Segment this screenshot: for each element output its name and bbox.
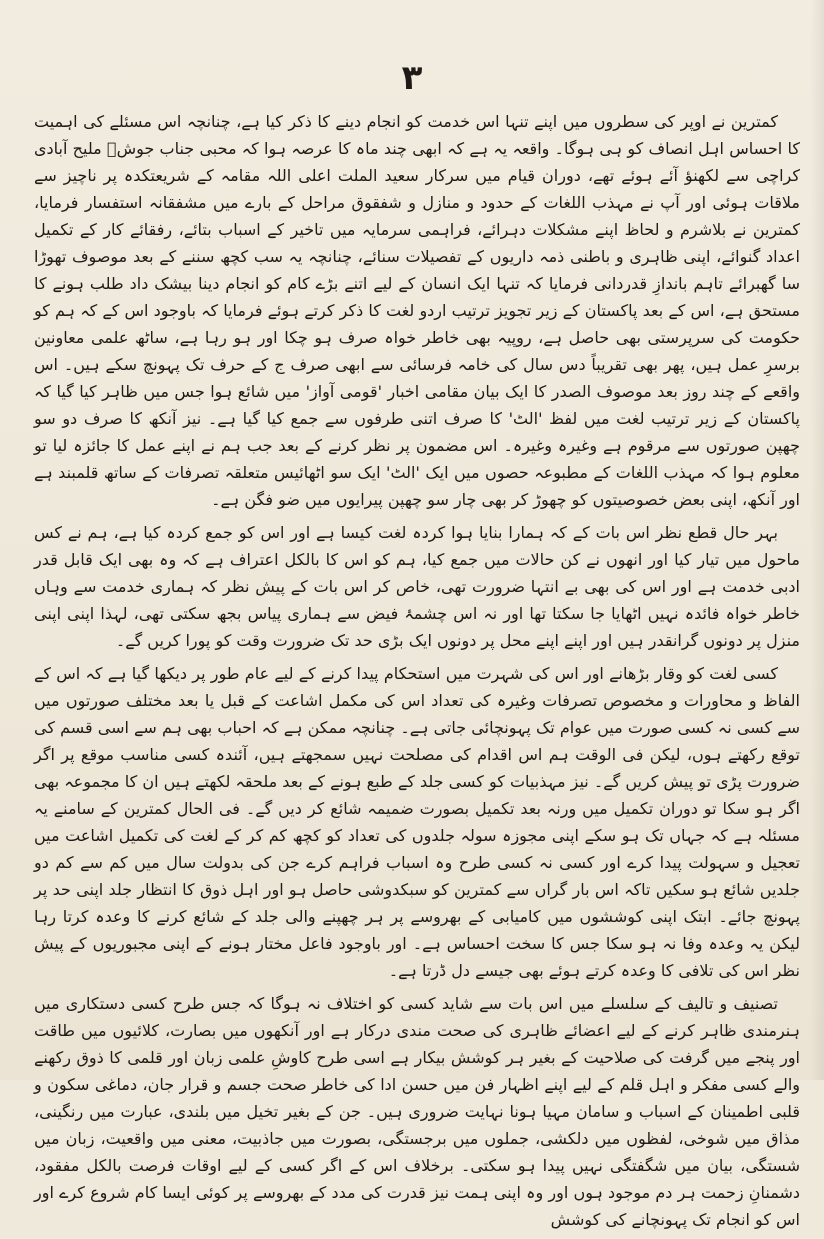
urdu-text-body: [34, 108, 800, 1239]
page-number: ۳: [401, 58, 423, 98]
paragraph-3: کسی لغت کو وقار بڑھانے اور اس کی شہرت میں استحکام پیدا کرنے کے لیے عام طور پر دیکھا گیا ہے کہ اس کے الفاظ و محاورات و مخصوص تصرفات وغیرہ کی تعداد اس کی مکمل اشاعت کے قبل یا بعد مختلف صورتوں میں سے کسی نہ کسی صورت میں عوام تک پہونچائی جاتی ہے۔ چنانچہ ممکن ہے کہ احباب بھی ہم سے اسی قسم کی توقع رکھتے ہوں، لیکن فی الوقت ہم اس اقدام کی مصلحت نہیں سمجھتے ہیں، آئندہ کسی مناسب موقع پر اگر ضرورت پڑی تو پیش کریں گے۔ نیز مہذبیات کو کسی جلد کے طبع ہونے کے بعد ملحقہ لکھتے ہیں ان کا مجموعہ بھی اگر ہو سکا تو دوران تکمیل میں ورنہ بعد تکمیل بصورت ضمیمہ شائع کر دیں گے۔ فی الحال کمترین کے سامنے یہ مسئلہ ہے کہ جہاں تک ہو سکے اپنی مجوزہ سولہ جلدوں کی تعداد کو کچھ کم کر کے لغت کی تکمیل اشاعت میں تعجیل و سہولت پیدا کرے اور کسی نہ کسی طرح وہ اسباب فراہم کرے جن کی بدولت سال میں کم سے کم دو جلدیں شائع ہو سکیں تاکہ اس بار گراں سے کمترین کو سبکدوشی حاصل ہو اور اہل ذوق کا انتظار جلد اپنی حد پر پہونچ جائے۔ ابتک اپنی کوششوں میں کامیابی کے بھروسے پر ہر چھپنے والی جلد کے شائع کرنے کا وعدہ کرتا رہا لیکن یہ وعدہ وفا نہ ہو سکا جس کا سخت احساس ہے۔ اور باوجود فاعل مختار ہونے کے اپنی مجبوریوں کے پیش نظر اس کی تلافی کا وعدہ کرتے ہوئے بھی جیسے دل ڈرتا ہے۔: [34, 664, 801, 980]
page-edge-shadow: [810, 0, 824, 1080]
paragraph-1: کمترین نے اوپر کی سطروں میں اپنے تنہا اس خدمت کو انجام دینے کا ذکر کیا ہے، چنانچہ اس مسئلے کی اہمیت کا احساس اہل انصاف کو ہی ہوگا۔ واقعہ یہ ہے کہ ابھی چند ماہ کا عرصہ ہوا کہ محبی جناب جوشؔ ملیح آبادی کراچی سے لکھنؤ آئے ہوئے تھے، دوران قیام میں سرکار سعید الملت اعلی اللہ مقامہ کے شریعتکدہ پر ناچیز سے ملاقات ہوئی اور آپ نے مہذب اللغات کے حدود و منازل و شفقوق مراحل کے بارے میں مشفقانہ استفسار فرمایا، کمترین نے بلاشرم و لحاظ اپنے مشکلات دہرائے، فراہمی سرمایہ میں تاخیر کے اسباب بتائے، رفقائے کار کے تکمیل اعداد گنوائے، اپنی ظاہری و باطنی ذمہ داریوں کے تفصیلات سنائے، چنانچہ یہ سب کچھ سننے کے بعد موصوف تھوڑا سا گھبرائے تاہم باندازِ قدردانی فرمایا کہ تنہا ایک انسان کے لیے اتنے بڑے کام کو انجام دینا بیشک داد طلب ہونے کا مستحق ہے، اس کے بعد پاکستان کے زیر تجویز ترتیب اردو لغت کا ذکر کرتے ہوئے فرمایا کہ باوجود اس کے کہ ہم کو حکومت کی سرپرستی بھی حاصل ہے، روپیہ بھی خاطر خواہ صرف ہو چکا اور ہو رہا ہے، ساٹھ علمی معاونین برسرِ عمل ہیں، پھر بھی تقریباً دس سال کی خامہ فرسائی سے ابھی صرف ج کے حرف تک پہونچ سکے ہیں۔ اس واقعے کے چند روز بعد موصوف الصدر کا ایک بیان مقامی اخبار 'قومی آواز' میں شائع ہوا جس میں ظاہر کیا گیا کہ پاکستان کے زیر ترتیب لغت میں لفظ 'الٹ' کا صرف اتنی طرفوں سے جمع کیا گیا ہے۔ نیز آنکھ کا صرف دو سو چھپن صورتوں سے مرقوم ہے وغیرہ وغیرہ۔ اس مضمون پر نظر کرنے کے بعد جب ہم نے اپنے عمل کا جائزہ لیا تو معلوم ہوا کہ مہذب اللغات کے مطبوعہ حصوں میں ایک 'الٹ' ایک سو اٹھائیس متعلقہ تصرفات کے ساتھ قلمبند ہے اور آنکھ، اپنی بعض خصوصیتوں کو چھوڑ کر بھی چار سو چھپن پیرایوں میں ضو فگن ہے۔: [34, 112, 800, 509]
paragraph-4: تصنیف و تالیف کے سلسلے میں اس بات سے شاید کسی کو اختلاف نہ ہوگا کہ جس طرح کسی دستکاری میں ہنرمندی ظاہر کرنے کے لیے اعضائے ظاہری کی صحت مندی درکار ہے اور آنکھوں میں بصارت، کلائیوں میں طاقت اور پنجے میں گرفت کی صلاحیت کے بغیر ہر کوشش بیکار ہے اسی طرح کاوشِ علمی زبان اور قلمی کا ذوق رکھنے والے کسی مفکر و اہل قلم کے لیے اپنے اظہار فن میں حسن ادا کی خاطر صحت جسم و قرار جان، دماغی سکون و قلبی اطمینان کے اسباب و سامان مہیا ہونا نہایت ضروری ہیں۔ جن کے بغیر تخیل میں بلندی، عبارت میں رنگینی، مذاق میں شوخی، لفظوں میں دلکشی، جملوں میں برجستگی، بصورت میں جاذبیت، معنی میں واقعیت، زبان میں شستگی، بیان میں شگفتگی نہیں پیدا ہو سکتی۔ برخلاف اس کے اگر کسی کے لیے اوقات فرصت بالکل مفقود، دشمنانِ زحمت ہر دم موجود ہوں اور وہ اپنی ہمت نیز قدرت کی مدد کے بھروسے پر کوئی ایسا کام شروع کرے اور اس کو انجام تک پہونچانے کی کوشش: [34, 994, 800, 1229]
paragraph-2: بہر حال قطع نظر اس بات کے کہ ہمارا بنایا ہوا کردہ لغت کیسا ہے اور اس کو جمع کردہ کیا ہے، ہم نے کس ماحول میں تیار کیا اور انھوں نے کن حالات میں جمع کیا، ہم کو اس کا بالکل اعتراف ہے کہ وہ بھی ایک قابل قدر ادبی خدمت ہے اور اس کی بھی بے انتہا ضرورت تھی، خاص کر اس بات کے پیش نظر کہ ہماری خدمت سے وہاں خاطر خواہ فائدہ نہیں اٹھایا جا سکتا تھا اور نہ اس چشمۂ فیض سے ہماری پیاس بجھ سکتی تھی، لہذا اپنی اپنی منزل پر دونوں گرانقدر ہیں اور اپنے اپنے محل پر دونوں ایک بڑی حد تک ضرورت وقت کو پورا کریں گے۔: [34, 523, 800, 650]
